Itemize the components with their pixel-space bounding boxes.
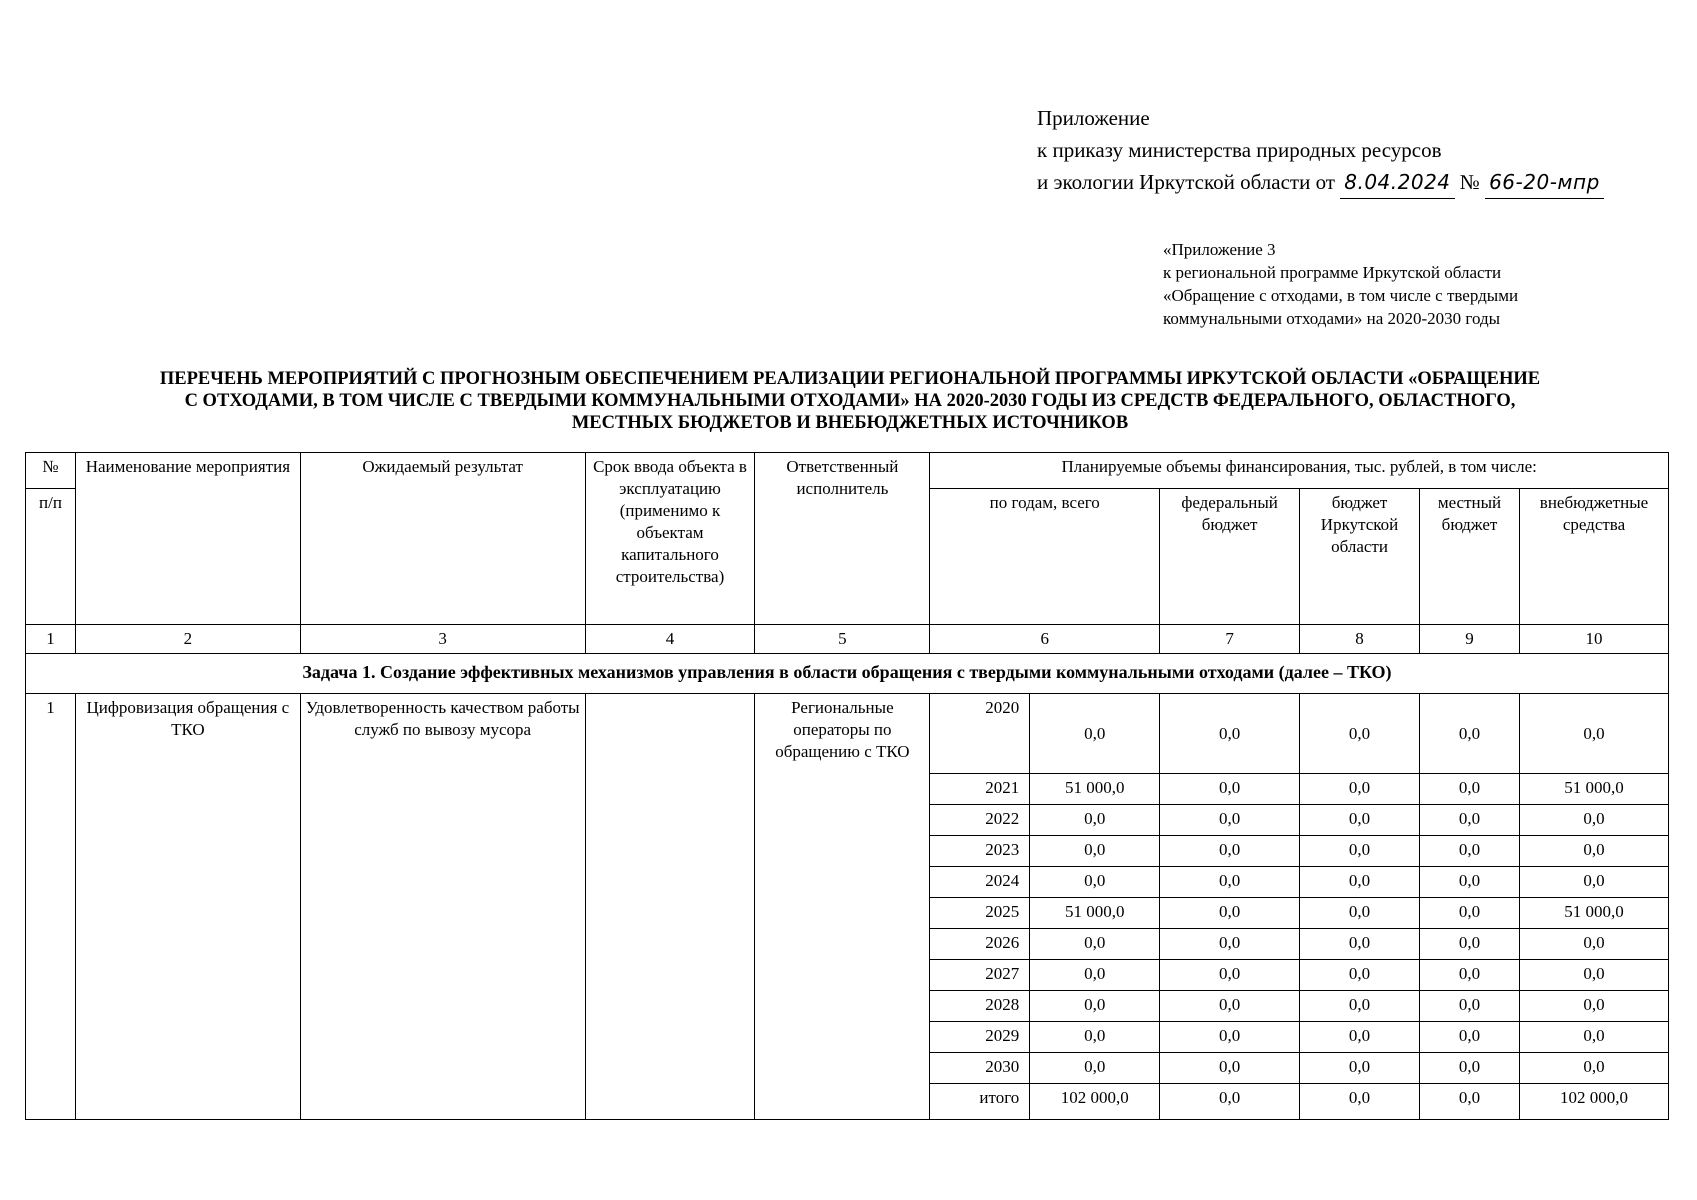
document-title <box>60 368 1640 434</box>
year-total: 0,0 <box>1030 991 1160 1022</box>
commission-deadline <box>585 694 755 1120</box>
col-num-7: 7 <box>1160 625 1300 654</box>
expected-result: Удовлетворенность качеством работы служб по вывозу мусора <box>300 694 585 1120</box>
appendix-block <box>1037 102 1604 199</box>
column-number-row <box>26 625 1669 654</box>
task-row <box>26 654 1669 694</box>
year-offbudget: 0,0 <box>1519 991 1668 1022</box>
order-date: 8.04.2024 <box>1340 166 1454 199</box>
col-num-5: 5 <box>755 625 930 654</box>
header-regional: бюджет Иркутской области <box>1300 489 1420 625</box>
year-label: 2023 <box>930 836 1030 867</box>
year-total: 0,0 <box>1030 929 1160 960</box>
year-local: 0,0 <box>1420 836 1520 867</box>
header-executor: Ответственный исполнитель <box>755 453 930 625</box>
appendix-line-3 <box>1037 166 1604 199</box>
appendix-3-line-3: «Обращение с отходами, в том числе с твердыми <box>1163 286 1519 305</box>
year-local: 0,0 <box>1420 1022 1520 1053</box>
year-row-2020 <box>26 694 1669 774</box>
year-offbudget: 0,0 <box>1519 1053 1668 1084</box>
year-offbudget: 0,0 <box>1519 1022 1668 1053</box>
title-line-1: ПЕРЕЧЕНЬ МЕРОПРИЯТИЙ С ПРОГНОЗНЫМ ОБЕСПЕЧЕНИЕМ РЕАЛИЗАЦИИ РЕГИОНАЛЬНОЙ ПРОГРАММЫ ИРКУТСКОЙ ОБЛАСТИ «ОБРАЩЕНИЕ <box>159 369 1541 389</box>
year-local: 0,0 <box>1420 867 1520 898</box>
year-regional: 0,0 <box>1300 774 1420 805</box>
year-offbudget: 0,0 <box>1519 929 1668 960</box>
appendix-3-line-4: коммунальными отходами» на 2020-2030 годы <box>1163 309 1501 328</box>
year-label: 2021 <box>930 774 1030 805</box>
year-label: 2020 <box>930 694 1030 774</box>
header-num-b: п/п <box>26 489 76 625</box>
year-label: 2027 <box>930 960 1030 991</box>
year-local: 0,0 <box>1420 929 1520 960</box>
col-num-8: 8 <box>1300 625 1420 654</box>
appendix-3-line-1: «Приложение 3 <box>1163 240 1276 259</box>
total-local: 0,0 <box>1420 1084 1520 1120</box>
header-local: местный бюджет <box>1420 489 1520 625</box>
year-federal: 0,0 <box>1160 991 1300 1022</box>
measures-table <box>25 452 1669 1120</box>
appendix-line-3-prefix: и экологии Иркутской области от <box>1037 170 1335 194</box>
year-offbudget: 0,0 <box>1519 867 1668 898</box>
year-label: 2028 <box>930 991 1030 1022</box>
year-label: 2024 <box>930 867 1030 898</box>
year-regional: 0,0 <box>1300 1053 1420 1084</box>
year-offbudget: 0,0 <box>1519 960 1668 991</box>
year-local: 0,0 <box>1420 960 1520 991</box>
year-federal: 0,0 <box>1160 774 1300 805</box>
responsible-executor: Региональные операторы по обращению с ТКО <box>755 694 930 1120</box>
year-regional: 0,0 <box>1300 694 1420 774</box>
year-local: 0,0 <box>1420 805 1520 836</box>
year-regional: 0,0 <box>1300 960 1420 991</box>
year-total: 51 000,0 <box>1030 774 1160 805</box>
header-planned: Планируемые объемы финансирования, тыс. рублей, в том числе: <box>930 453 1669 489</box>
year-total: 51 000,0 <box>1030 898 1160 929</box>
col-num-10: 10 <box>1519 625 1668 654</box>
header-row-1 <box>26 453 1669 489</box>
year-label: 2025 <box>930 898 1030 929</box>
year-label: 2029 <box>930 1022 1030 1053</box>
measure-name: Цифровизация обращения с ТКО <box>75 694 300 1120</box>
header-deadline: Срок ввода объекта в эксплуатацию (применимо к объектам капитального строительства) <box>585 453 755 625</box>
year-federal: 0,0 <box>1160 867 1300 898</box>
col-num-6: 6 <box>930 625 1160 654</box>
year-regional: 0,0 <box>1300 805 1420 836</box>
title-line-2: С ОТХОДАМИ, В ТОМ ЧИСЛЕ С ТВЕРДЫМИ КОММУНАЛЬНЫМИ ОТХОДАМИ» НА 2020-2030 ГОДЫ ИЗ СРЕДСТВ ФЕДЕРАЛЬНОГО, ОБЛАСТНОГО, <box>184 391 1516 411</box>
appendix-title: Приложение <box>1037 106 1150 130</box>
year-offbudget: 51 000,0 <box>1519 774 1668 805</box>
header-total: по годам, всего <box>930 489 1160 625</box>
year-offbudget: 51 000,0 <box>1519 898 1668 929</box>
year-local: 0,0 <box>1420 774 1520 805</box>
year-total: 0,0 <box>1030 1022 1160 1053</box>
total-regional: 0,0 <box>1300 1084 1420 1120</box>
total-offbudget: 102 000,0 <box>1519 1084 1668 1120</box>
total-federal: 0,0 <box>1160 1084 1300 1120</box>
appendix-3-block <box>1163 238 1518 330</box>
year-regional: 0,0 <box>1300 836 1420 867</box>
year-federal: 0,0 <box>1160 694 1300 774</box>
grand-total: 102 000,0 <box>1030 1084 1160 1120</box>
col-num-3: 3 <box>300 625 585 654</box>
col-num-2: 2 <box>75 625 300 654</box>
col-num-4: 4 <box>585 625 755 654</box>
title-line-3: МЕСТНЫХ БЮДЖЕТОВ И ВНЕБЮДЖЕТНЫХ ИСТОЧНИКОВ <box>571 413 1129 433</box>
year-local: 0,0 <box>1420 898 1520 929</box>
year-label: 2026 <box>930 929 1030 960</box>
year-total: 0,0 <box>1030 867 1160 898</box>
year-label: 2022 <box>930 805 1030 836</box>
header-federal: федеральный бюджет <box>1160 489 1300 625</box>
row-number: 1 <box>26 694 76 1120</box>
col-num-1: 1 <box>26 625 76 654</box>
year-total: 0,0 <box>1030 1053 1160 1084</box>
year-federal: 0,0 <box>1160 929 1300 960</box>
year-federal: 0,0 <box>1160 1022 1300 1053</box>
header-num-a: № <box>26 453 76 489</box>
year-federal: 0,0 <box>1160 898 1300 929</box>
col-num-9: 9 <box>1420 625 1520 654</box>
year-federal: 0,0 <box>1160 805 1300 836</box>
order-number: 66-20-мпр <box>1485 166 1604 199</box>
year-local: 0,0 <box>1420 1053 1520 1084</box>
year-regional: 0,0 <box>1300 929 1420 960</box>
year-regional: 0,0 <box>1300 991 1420 1022</box>
year-federal: 0,0 <box>1160 1053 1300 1084</box>
appendix-line-2: к приказу министерства природных ресурсов <box>1037 138 1442 162</box>
year-total: 0,0 <box>1030 694 1160 774</box>
year-offbudget: 0,0 <box>1519 805 1668 836</box>
year-label: 2030 <box>930 1053 1030 1084</box>
year-total: 0,0 <box>1030 805 1160 836</box>
number-sign: № <box>1459 170 1480 194</box>
year-local: 0,0 <box>1420 991 1520 1022</box>
year-federal: 0,0 <box>1160 960 1300 991</box>
header-name: Наименование мероприятия <box>75 453 300 625</box>
year-regional: 0,0 <box>1300 898 1420 929</box>
task-heading: Задача 1. Создание эффективных механизмов управления в области обращения с твердыми коммунальными отходами (далее – ТКО) <box>26 654 1669 694</box>
year-regional: 0,0 <box>1300 867 1420 898</box>
total-label: итого <box>930 1084 1030 1120</box>
year-total: 0,0 <box>1030 836 1160 867</box>
appendix-3-line-2: к региональной программе Иркутской области <box>1163 263 1502 282</box>
header-offbudget: внебюджетные средства <box>1519 489 1668 625</box>
year-local: 0,0 <box>1420 694 1520 774</box>
year-total: 0,0 <box>1030 960 1160 991</box>
year-regional: 0,0 <box>1300 1022 1420 1053</box>
year-offbudget: 0,0 <box>1519 694 1668 774</box>
year-federal: 0,0 <box>1160 836 1300 867</box>
header-result: Ожидаемый результат <box>300 453 585 625</box>
year-offbudget: 0,0 <box>1519 836 1668 867</box>
